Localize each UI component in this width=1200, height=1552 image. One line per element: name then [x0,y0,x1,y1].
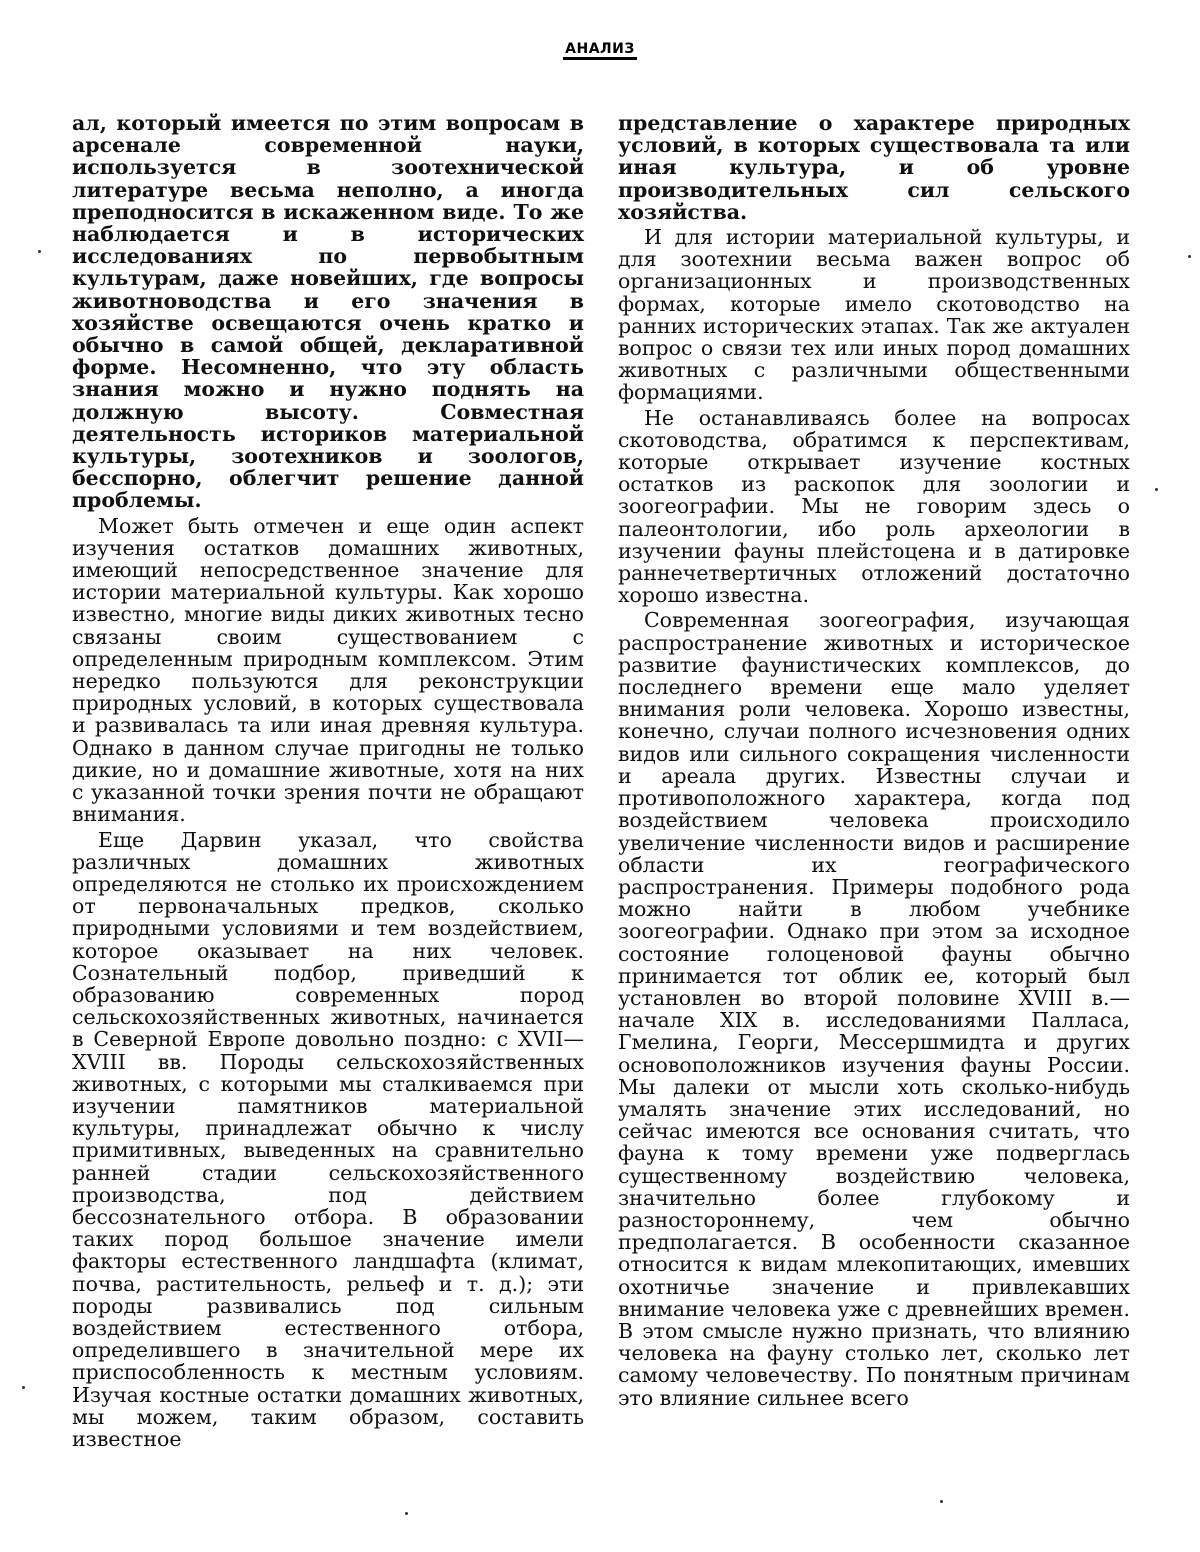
running-head: АНАЛИЗ [563,41,637,60]
left-column [72,112,584,1450]
scan-speck [1188,255,1191,258]
paragraph: Современная зоогеография, изучающая распространение животных и историческое развитие фаунистических комплексов, до последнего времени еще мало уделяет внимания роли человека. Хорошо известны, конечно, случаи полного исчезновения одних видов или сильного сокращения численности и ареала других. Известны случаи и противоположного характера, когда под воздействием человека происходило увеличение численности видов и расширение области их географического распространения. Примеры подобного рода можно найти в любом учебнике зоогеографии. Однако при этом за исходное состояние голоценовой фауны обычно принимается тот облик ее, который был установлен во второй половине XVIII в.— начале XIX в. исследованиями Палласа, Гмелина, Георги, Мессершмидта и других основоположников изучения фауны России. Мы далеки от мысли хоть сколько-нибудь умалять значение этих исследований, но сейчас имеются все основания считать, что фауна к тому времени уже подверглась существенному воздействию человека, значительно более глубокому и разностороннему, чем обычно предполагается. В особенности сказанное относится к видам млекопитающих, имевших охотничье значение и привлекавших внимание человека уже с древнейших времен. В этом смысле нужно признать, что влиянию человека на фауну столько лет, сколько лет самому человечеству. По понятным причинам это влияние сильнее всего [618,608,1130,1410]
paragraph: И для истории материальной культуры, и для зоотехнии весьма важен вопрос об организационных и производственных формах, которые имело скотоводство на ранних исторических этапах. Так же актуален вопрос о связи тех или иных пород домашних животных с различными общественными формациями. [618,225,1130,405]
paragraph: Может быть отмечен и еще один аспект изучения остатков домашних животных, имеющий непосредственное значение для истории материальной культуры. Как хорошо известно, многие виды диких животных тесно связаны своим существованием с определенным природным комплексом. Этим нередко пользуются для реконструкции природных условий, в которых существовала и развивалась та или иная древняя культура. Однако в данном случае пригодны не только дикие, но и домашние животные, хотя на них с указанной точки зрения почти не обращают внимания. [72,513,584,827]
paragraph: ал, который имеется по этим вопросам в арсенале современной науки, используется в зоотехнической литературе весьма неполно, а иногда преподносится в искаженном виде. То же наблюдается и в исторических исследованиях по первобытным культурам, даже новейших, где вопросы животноводства и его значения в хозяйстве освещаются очень кратко и обычно в самой общей, декларативной форме. Несомненно, что эту область знания можно и нужно поднять на должную высоту. Совместная деятельность историков материальной культуры, зоотехников и зоологов, бесспорно, облегчит решение данной проблемы. [72,111,584,513]
paragraph: Не останавливаясь более на вопросах скотоводства, обратимся к перспективам, которые открывает изучение костных остатков из раскопок для зоологии и зоогеографии. Мы не говорим здесь о палеонтологии, ибо роль археологии в изучении фауны плейстоцена и в датировке раннечетвертичных отложений достаточно хорошо известна. [618,405,1130,608]
page-header [540,38,660,62]
scan-speck [22,1386,25,1389]
scan-speck [1155,488,1158,491]
paragraph: Еще Дарвин указал, что свойства различных домашних животных определяются не столько их происхождением от первоначальных предков, сколько природными условиями и тем воздействием, которое оказывает на них человек. Сознательный подбор, приведший к образованию современных пород сельскохозяйственных животных, начинается в Северной Европе довольно поздно: с XVII—XVIII вв. Породы сельскохозяйственных животных, с которыми мы сталкиваемся при изучении памятников материальной культуры, принадлежат обычно к числу примитивных, выведенных на сравнительно ранней стадии сельскохозяйственного производства, под действием бессознательного отбора. В образовании таких пород большое значение имели факторы естественного ландшафта (климат, почва, растительность, рельеф и т. д.); эти породы развивались под сильным воздействием естественного отбора, определившего в значительной мере их приспособленность к местным условиям. Изучая костные остатки домашних животных, мы можем, таким образом, составить известное [72,827,584,1451]
scan-speck [38,250,41,253]
scan-speck [405,1512,408,1515]
scan-speck [940,1500,943,1503]
paragraph: представление о характере природных условий, в которых существовала та или иная культура, и об уровне производительных сил сельского хозяйства. [618,111,1130,224]
right-column [618,112,1130,1409]
